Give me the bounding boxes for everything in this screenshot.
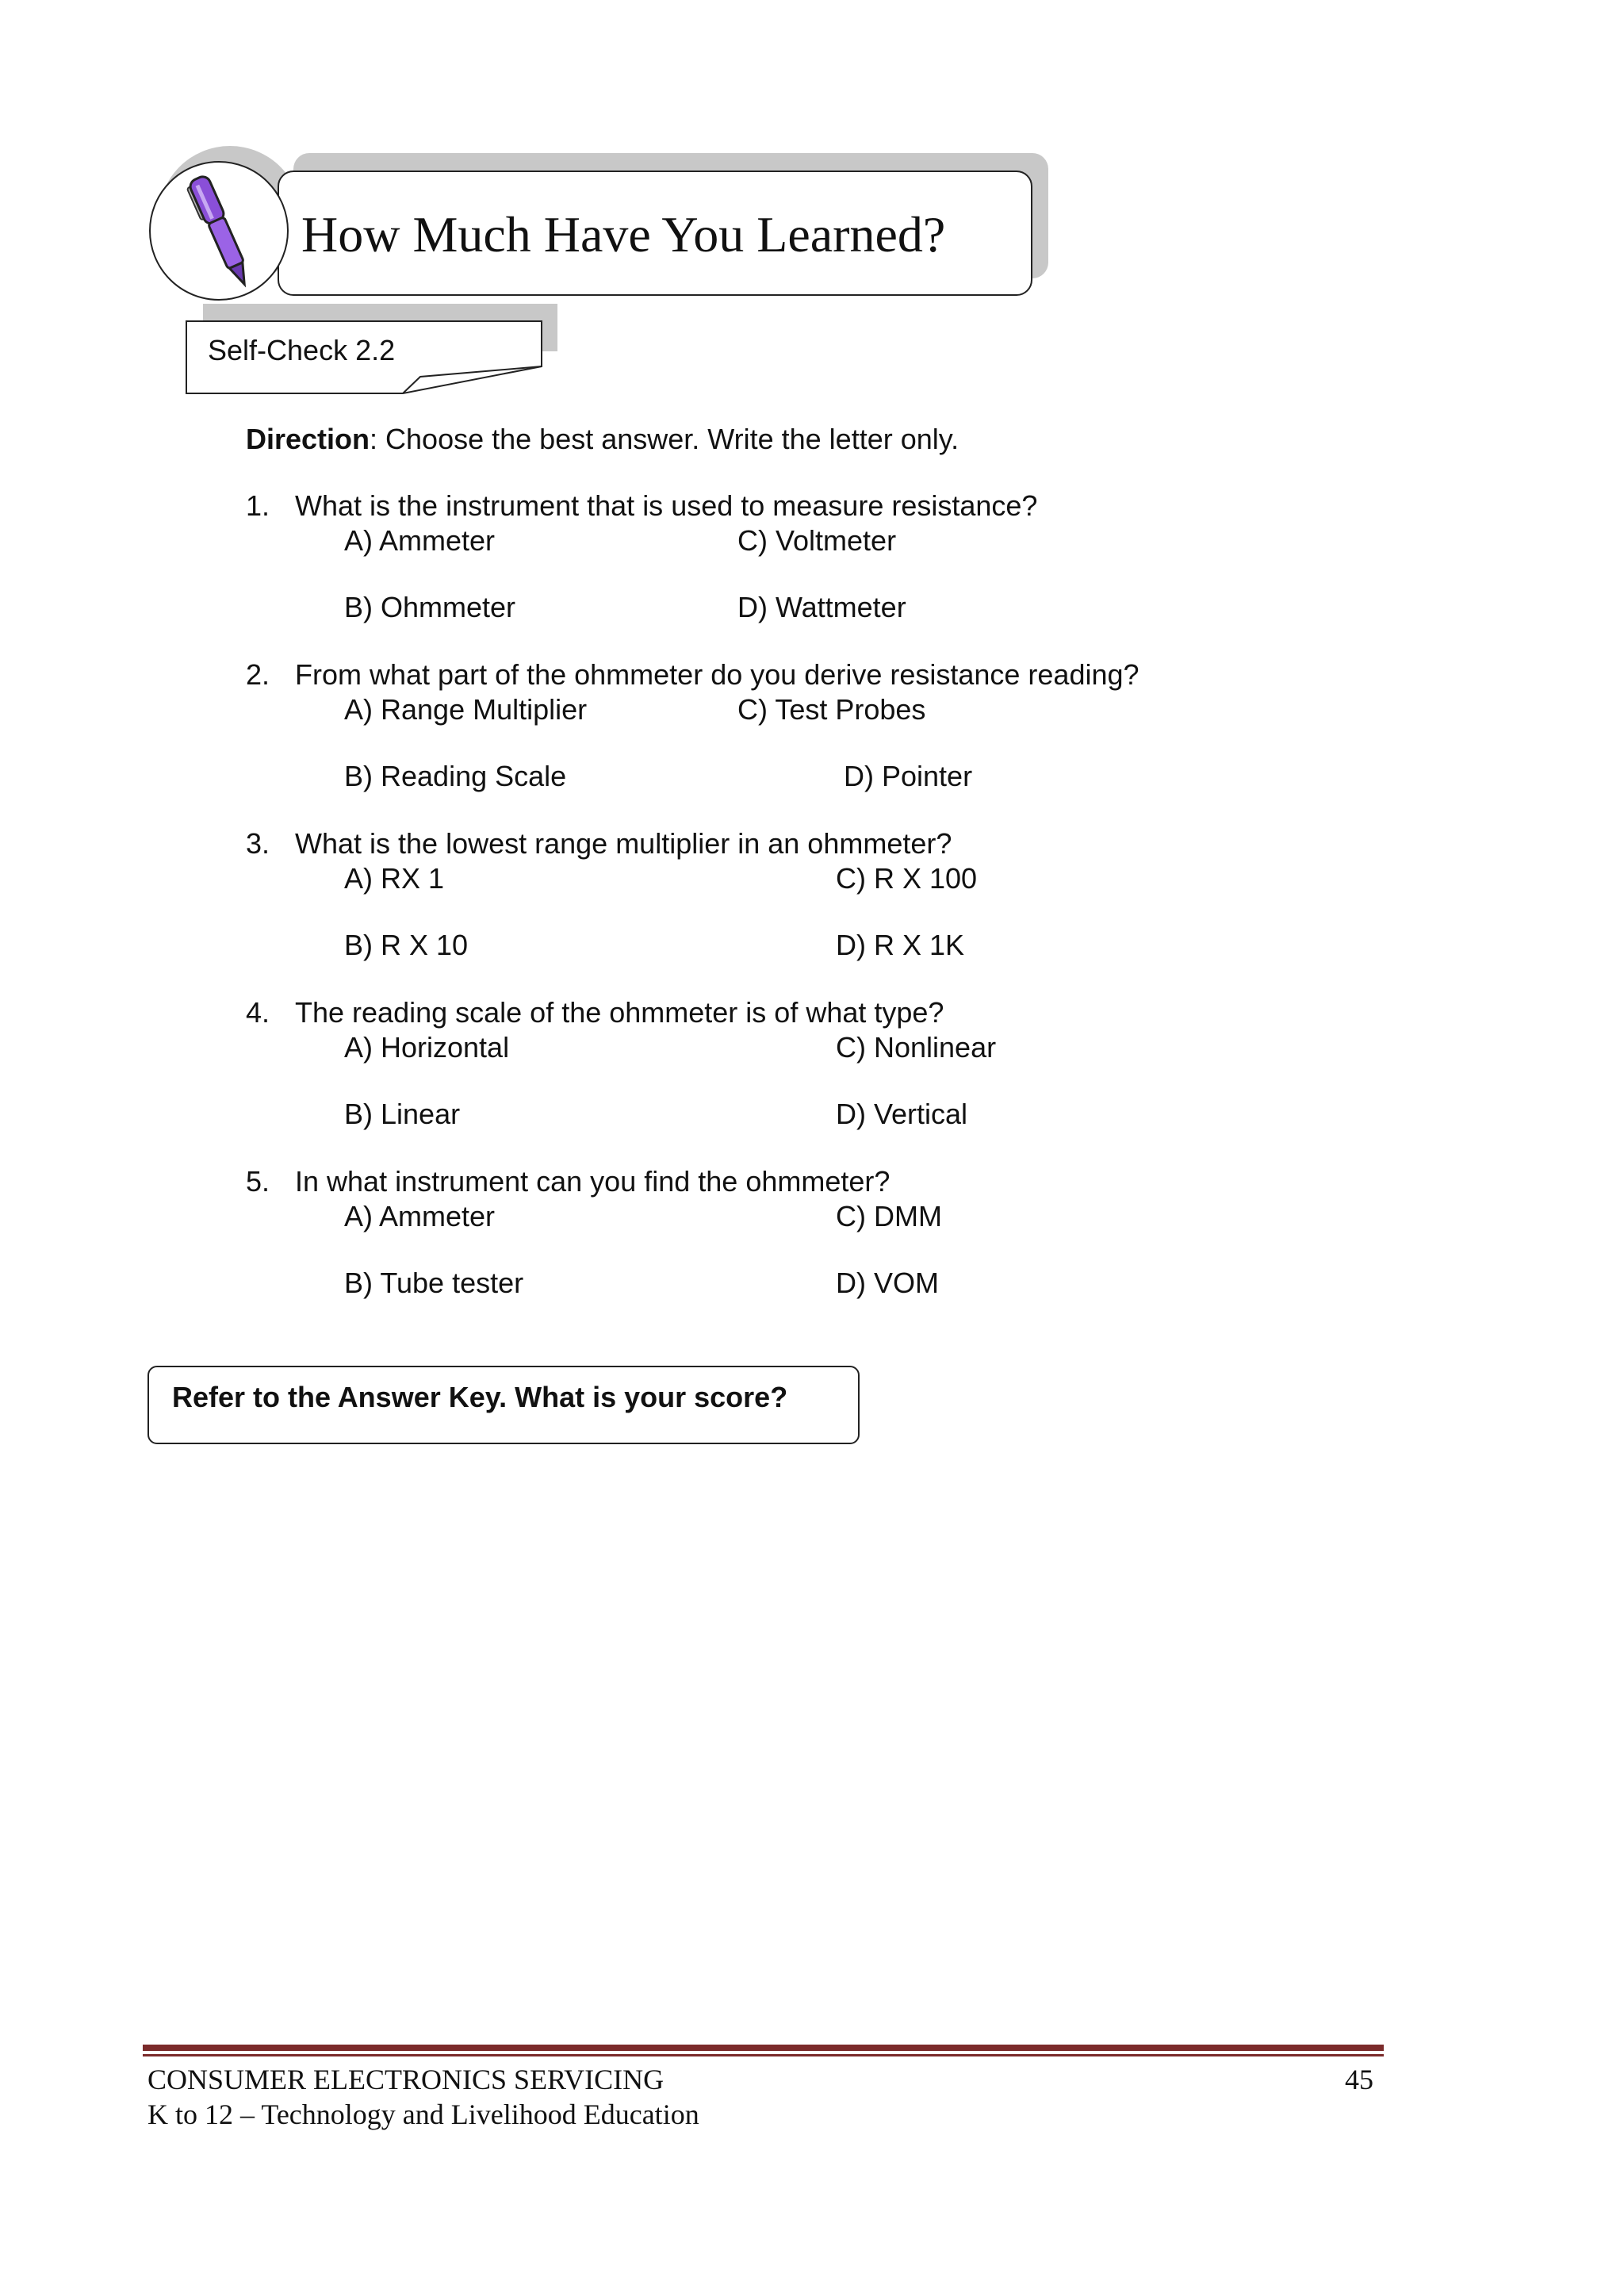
option-c: C) DMM <box>836 1200 942 1232</box>
option-b: B) Linear <box>344 1098 461 1130</box>
question-text: What is the lowest range multiplier in an ohmmeter? <box>295 827 952 860</box>
footer-program: K to 12 – Technology and Livelihood Education <box>147 2099 699 2130</box>
score-prompt: Refer to the Answer Key. What is your score? <box>172 1381 788 1413</box>
option-a: A) Ammeter <box>344 524 496 557</box>
option-d: D) VOM <box>836 1267 939 1299</box>
option-d: D) R X 1K <box>836 929 965 961</box>
page-number: 45 <box>1345 2064 1373 2095</box>
question-text: The reading scale of the ohmmeter is of what type? <box>295 996 944 1029</box>
option-c: C) Nonlinear <box>836 1031 997 1064</box>
footer-rule-thin <box>143 2054 1384 2056</box>
question-text: From what part of the ohmmeter do you derive resistance reading? <box>295 658 1139 691</box>
option-b: B) R X 10 <box>344 929 469 961</box>
option-b: B) Ohmmeter <box>344 591 516 623</box>
option-c: C) Test Probes <box>737 693 926 726</box>
self-check-label: Self-Check 2.2 <box>208 334 396 366</box>
option-a: A) Horizontal <box>344 1031 510 1064</box>
option-c: C) R X 100 <box>836 862 978 895</box>
question-number: 1. <box>246 489 270 522</box>
question-number: 3. <box>246 827 270 860</box>
option-a: A) RX 1 <box>344 862 445 895</box>
footer-course: CONSUMER ELECTRONICS SERVICING <box>147 2064 665 2095</box>
question-number: 2. <box>246 658 270 691</box>
question-text: In what instrument can you find the ohmmeter? <box>295 1165 891 1198</box>
footer-rule <box>143 2045 1384 2051</box>
option-b: B) Tube tester <box>344 1267 524 1299</box>
option-d: D) Pointer <box>844 760 973 792</box>
option-b: B) Reading Scale <box>344 760 567 792</box>
question-number: 5. <box>246 1165 270 1198</box>
pen-icon <box>149 161 289 301</box>
page-title: How Much Have You Learned? <box>301 206 946 263</box>
direction-text: : Choose the best answer. Write the letter only. <box>370 423 959 455</box>
direction-label: Direction <box>246 423 370 455</box>
option-a: A) Ammeter <box>344 1200 496 1232</box>
option-d: D) Wattmeter <box>737 591 906 623</box>
option-a: A) Range Multiplier <box>344 693 588 726</box>
option-c: C) Voltmeter <box>737 524 897 557</box>
option-d: D) Vertical <box>836 1098 968 1130</box>
question-number: 4. <box>246 996 270 1029</box>
direction-line <box>246 422 959 457</box>
question-text: What is the instrument that is used to measure resistance? <box>295 489 1038 522</box>
